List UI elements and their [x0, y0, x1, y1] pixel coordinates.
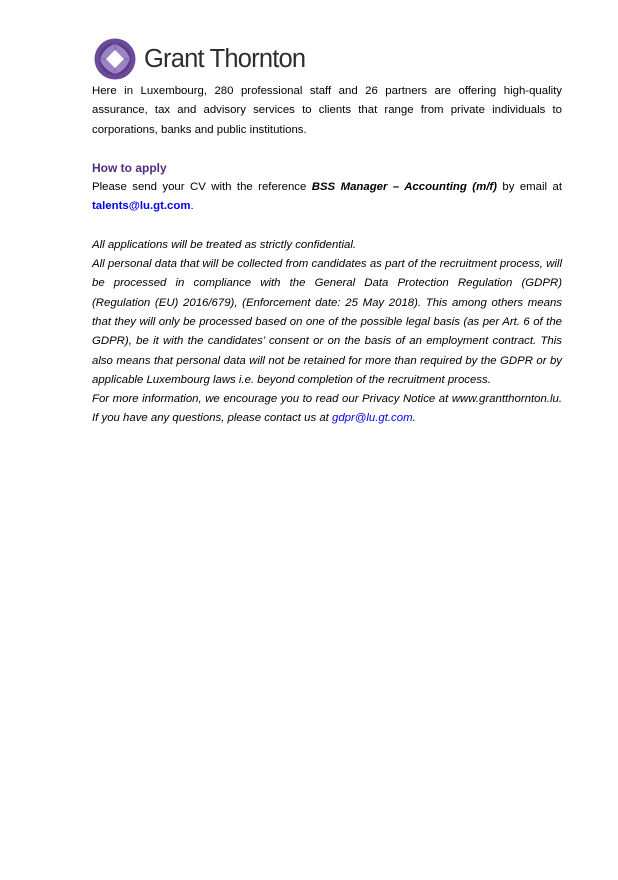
apply-paragraph: Please send your CV with the reference BSS Manager – Accounting (m/f) by email at talents@lu.gt.com.	[92, 181, 562, 213]
privacy-section	[92, 236, 562, 429]
more-info-paragraph: For more information, we encourage you to read our Privacy Notice at www.grantthornton.lu. If you have any questions, please contact us at gdpr@lu.gt.com.	[92, 393, 562, 425]
grant-thornton-logo-mark-icon	[94, 38, 136, 80]
intro-paragraph: Here in Luxembourg, 280 professional staff and 26 partners are offering high-quality assurance, tax and advisory services to clients that range from private individuals to corporations, banks and public institutions.	[92, 85, 562, 136]
apply-text-before: Please send your CV with the reference	[92, 181, 312, 194]
how-to-apply-heading: How to apply	[92, 160, 167, 175]
job-reference: BSS Manager – Accounting (m/f)	[311, 181, 497, 194]
job-posting-text	[92, 82, 562, 429]
apply-text-middle: by email at	[496, 181, 562, 194]
talents-email-link[interactable]: talents@lu.gt.com	[92, 200, 191, 213]
company-logo	[94, 37, 305, 81]
confidential-statement: All applications will be treated as strictly confidential.	[92, 238, 357, 251]
gdpr-email-link[interactable]: gdpr@lu.gt.com	[332, 412, 413, 425]
brand-name: Grant Thornton	[144, 45, 306, 73]
gdpr-statement: All personal data that will be collected from candidates as part of the recruitment process, will be processed in compliance with the General Data Protection Regulation (GDPR) (Regulation (EU) 2016/679), (Enforcement date: 25 May 2018). This among others means that they will only be processed based on one of the possible legal basis (as per Art. 6 of the GDPR), be it with the candidates’ consent or on the basis of an employment contract. This also means that personal data will not be retained for more than required by the GDPR or by applicable Luxembourg laws i.e. beyond completion of the recruitment process.	[92, 258, 562, 386]
